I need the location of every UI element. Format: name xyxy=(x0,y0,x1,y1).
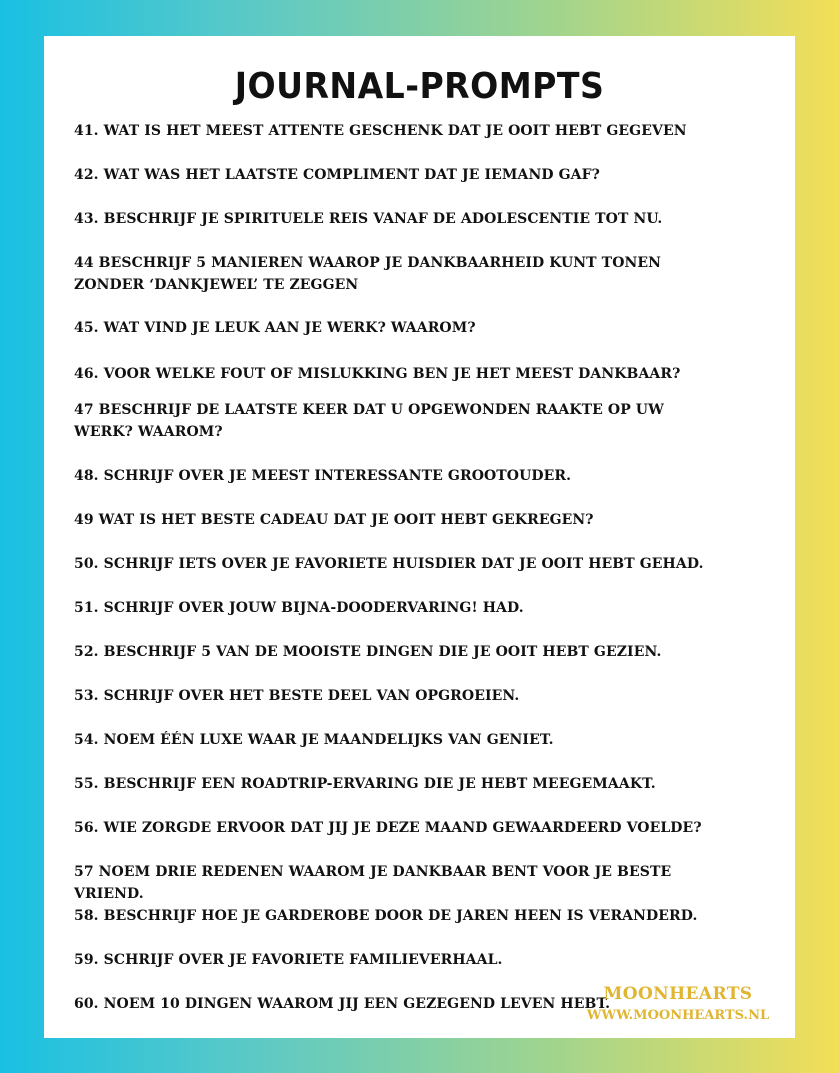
prompt-56: 56. WIE ZORGDE ERVOOR DAT JIJ JE DEZE MAAND GEWAARDEERD VOELDE? xyxy=(74,820,702,836)
prompt-50: 50. SCHRIJF IETS OVER JE FAVORIETE HUISDIER DAT JE OOIT HEBT GEHAD. xyxy=(74,556,704,572)
brand-name: MOONHEARTS xyxy=(603,984,753,1004)
prompt-55: 55. BESCHRIJF EEN ROADTRIP-ERVARING DIE JE HEBT MEEGEMAAKT. xyxy=(74,776,656,792)
document-page xyxy=(44,36,795,1038)
prompt-41: 41. WAT IS HET MEEST ATTENTE GESCHENK DAT JE OOIT HEBT GEGEVEN xyxy=(74,123,687,139)
prompt-46: 46. VOOR WELKE FOUT OF MISLUKKING BEN JE HET MEEST DANKBAAR? xyxy=(74,366,681,382)
prompt-53: 53. SCHRIJF OVER HET BESTE DEEL VAN OPGROEIEN. xyxy=(74,688,520,704)
prompt-57: 57 NOEM DRIE REDENEN WAAROM JE DANKBAAR BENT VOOR JE BESTE VRIEND. xyxy=(74,864,672,902)
page-title: JOURNAL-PROMPTS xyxy=(234,66,605,107)
prompt-43: 43. BESCHRIJF JE SPIRITUELE REIS VANAF DE ADOLESCENTIE TOT NU. xyxy=(74,211,663,227)
prompt-60: 60. NOEM 10 DINGEN WAAROM JIJ EEN GEZEGEND LEVEN HEBT. xyxy=(74,996,611,1012)
prompt-47: 47 BESCHRIJF DE LAATSTE KEER DAT U OPGEWONDEN RAAKTE OP UW WERK? WAAROM? xyxy=(74,402,664,440)
prompt-59: 59. SCHRIJF OVER JE FAVORIETE FAMILIEVERHAAL. xyxy=(74,952,503,968)
prompt-48: 48. SCHRIJF OVER JE MEEST INTERESSANTE GROOTOUDER. xyxy=(74,468,572,484)
prompt-44: 44 BESCHRIJF 5 MANIEREN WAAROP JE DANKBAARHEID KUNT TONEN ZONDER ‘DANKJEWEL’ TE ZEGGEN xyxy=(74,255,662,293)
prompt-58: 58. BESCHRIJF HOE JE GARDEROBE DOOR DE JAREN HEEN IS VERANDERD. xyxy=(74,908,698,924)
prompt-42: 42. WAT WAS HET LAATSTE COMPLIMENT DAT JE IEMAND GAF? xyxy=(74,167,600,183)
prompt-54: 54. NOEM ÉÉN LUXE WAAR JE MAANDELIJKS VAN GENIET. xyxy=(74,732,554,748)
prompt-51: 51. SCHRIJF OVER JOUW BIJNA-DOODERVARING! HAD. xyxy=(74,600,524,616)
prompt-52: 52. BESCHRIJF 5 VAN DE MOOISTE DINGEN DIE JE OOIT HEBT GEZIEN. xyxy=(74,644,662,660)
prompt-49: 49 WAT IS HET BESTE CADEAU DAT JE OOIT HEBT GEKREGEN? xyxy=(74,512,594,528)
prompt-45: 45. WAT VIND JE LEUK AAN JE WERK? WAAROM? xyxy=(74,320,476,336)
brand-url: WWW.MOONHEARTS.NL xyxy=(586,1008,770,1023)
